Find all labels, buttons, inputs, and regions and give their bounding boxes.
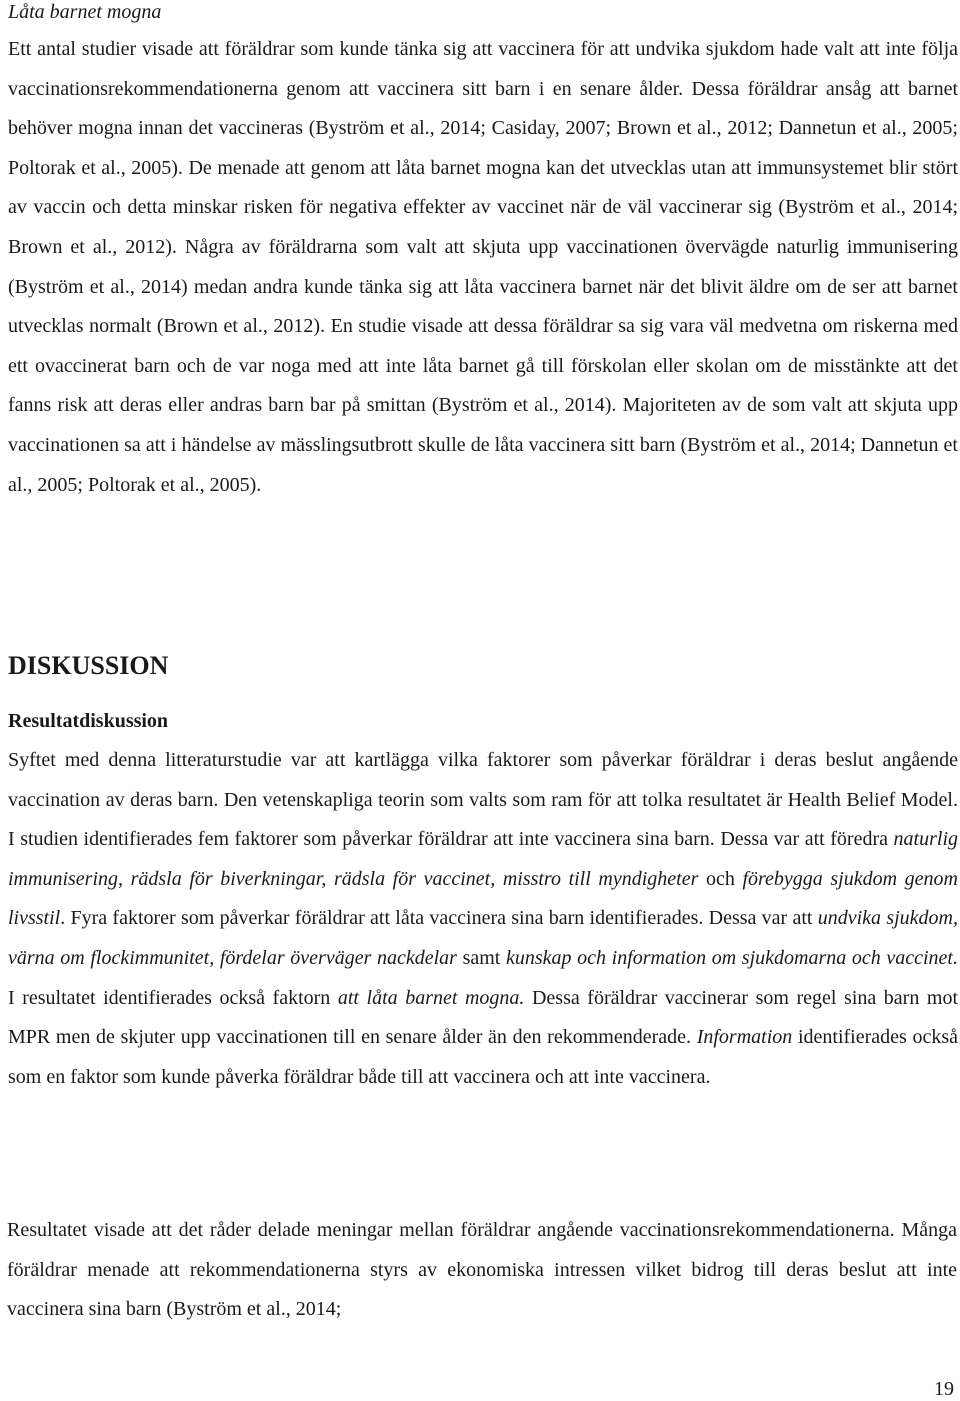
italic-run: att låta barnet mogna. xyxy=(337,986,525,1009)
page-number: 19 xyxy=(934,1378,954,1400)
text-run: I resultatet identifierades också faktorn xyxy=(8,986,338,1009)
paragraph-delade-meningar: Resultatet visade att det råder delade meningar mellan föräldrar angående vaccinationsrekommendationerna. Många föräldrar menade att rekommendationerna styrs av ekonomiska intressen vilket bidrog till deras beslut att inte vaccinera sina barn (Byström et al., 2014; xyxy=(7,1219,957,1321)
text-run: samt xyxy=(456,946,506,969)
italic-run: förebygga sjukdom genom livsstil xyxy=(8,867,958,930)
text-run: Dessa föräldrar vaccinerar som regel sina barn mot MPR men de skjuter upp vaccinationen till en senare ålder än den rekommenderade. xyxy=(8,986,959,1049)
heading-resultatdiskussion: Resultatdiskussion xyxy=(8,710,169,732)
italic-run: kunskap och information om sjukdomarna och vaccinet. xyxy=(505,946,958,969)
section-subheading: Låta barnet mogna xyxy=(8,1,162,23)
text-run: Syftet med denna litteraturstudie var att kartlägga vilka faktorer som påverkar föräldrar i deras beslut angående vaccination av deras barn. Den vetenskapliga teorin som valts som ram för att tolka resultatet är Health Belief Model. I studien identifierades fem faktorer som påverkar föräldrar att inte vaccinera sina barn. Dessa var att föredra xyxy=(8,749,958,851)
italic-run: undvika sjukdom, värna om flockimmunitet, fördelar överväger nackdelar xyxy=(8,907,958,969)
text-run: identifierades också som en faktor som kunde påverka föräldrar både till att vaccinera och att inte vaccinera. xyxy=(8,1026,959,1088)
text-run: . Fyra faktorer som påverkar föräldrar att låta vaccinera sina barn identifierades. Dessa var att xyxy=(60,907,818,930)
text-run: och xyxy=(698,867,743,890)
italic-run: Information xyxy=(696,1026,793,1049)
italic-run: naturlig immunisering, rädsla för biverkningar, rädsla för vaccinet, misstro till myndigheter xyxy=(8,828,958,890)
paragraph-lata-barnet-mogna: Ett antal studier visade att föräldrar som kunde tänka sig att vaccinera för att undvika sjukdom hade valt att inte följa vaccinationsrekommendationerna genom att vaccinera sitt barn i en senare ålder. Dessa föräldrar ansåg att barnet behöver mogna innan det vaccineras (Byström et al., 2014; Casiday, 2007; Brown et al., 2012; Dannetun et al., 2005; Poltorak et al., 2005). De menade att genom att låta barnet mogna kan det utvecklas utan att immunsystemet blir stört av vaccin och detta minskar risken för negativa effekter av vaccinet när de väl vaccinerar sig (Byström et al., 2014; Brown et al., 2012). Några av föräldrarna som valt att skjuta upp vaccinationen övervägde naturlig immunisering (Byström et al., 2014) medan andra kunde tänka sig att låta vaccinera barnet när det blivit äldre om de ser att barnet utvecklas normalt (Brown et al., 2012). En studie visade att dessa föräldrar sa sig vara väl medvetna om riskerna med ett ovaccinerat barn och de var noga med att inte låta barnet gå till förskolan eller skolan om de misstänkte att det fanns risk att deras eller andras barn bar på smittan (Byström et al., 2014). Majoriteten av de som valt att skjuta upp vaccinationen sa att i händelse av mässlingsutbrott skulle de låta vaccinera sitt barn (Byström et al., 2014; Dannetun et al., 2005; Poltorak et al., 2005). xyxy=(8,38,958,496)
heading-diskussion: DISKUSSION xyxy=(8,651,169,680)
paragraph-resultatdiskussion xyxy=(8,741,958,1097)
